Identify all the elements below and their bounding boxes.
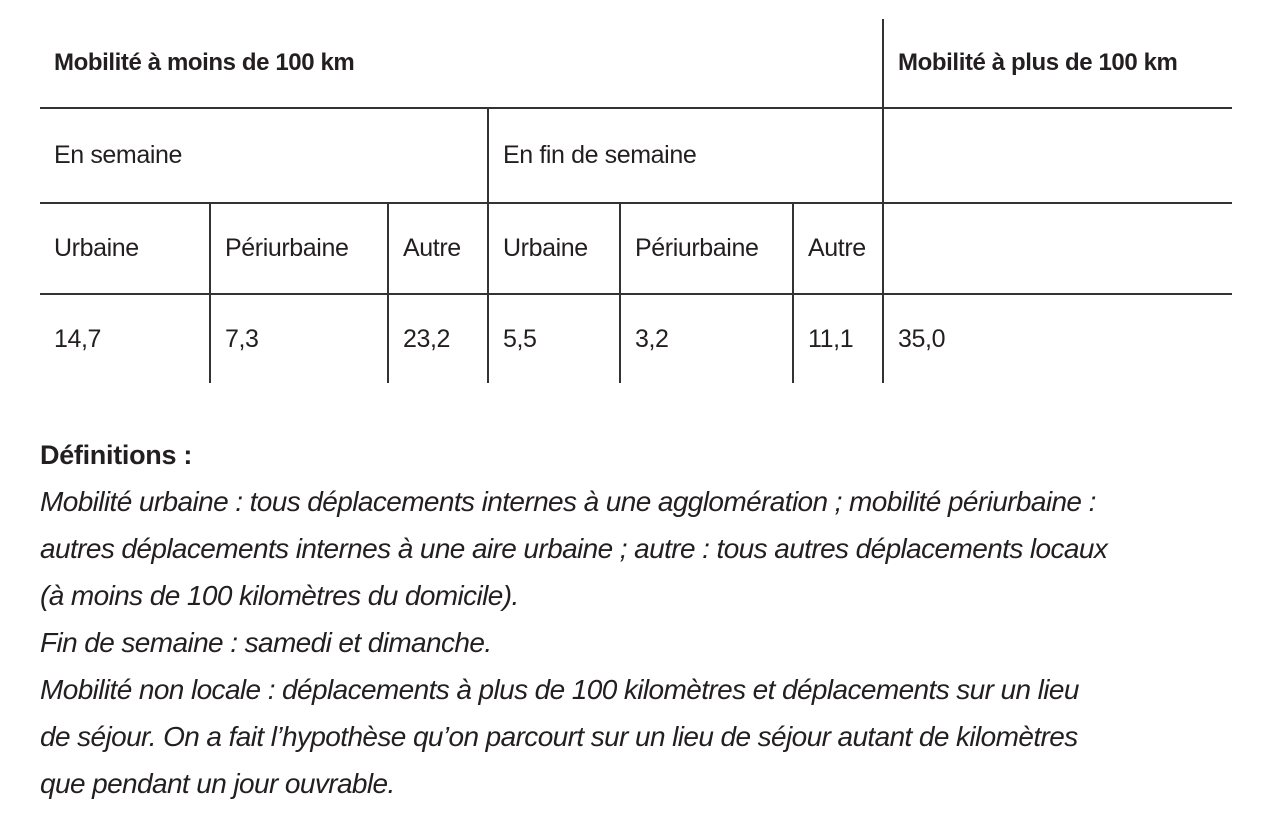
definition-line-2: autres déplacements internes à une aire urbaine ; autre : tous autres déplacements locaux — [40, 533, 1108, 564]
table-row — [40, 108, 1232, 203]
mobility-table — [40, 19, 1232, 383]
mobility-data-table — [40, 19, 1232, 383]
col-header-week-autre: Autre — [388, 203, 488, 294]
value-weekend-periurbaine: 3,2 — [620, 294, 793, 383]
value-weekend-autre: 11,1 — [793, 294, 883, 383]
table-row — [40, 19, 1232, 108]
definition-line-4: Fin de semaine : samedi et dimanche. — [40, 627, 492, 658]
definitions-section — [40, 432, 1255, 807]
definition-line-1: Mobilité urbaine : tous déplacements internes à une agglomération ; mobilité périurbaine : — [40, 486, 1096, 517]
value-week-autre: 23,2 — [388, 294, 488, 383]
col-header-week-urbaine: Urbaine — [40, 203, 210, 294]
col-header-weekend-autre: Autre — [793, 203, 883, 294]
header-mobility-under-100km: Mobilité à moins de 100 km — [40, 19, 883, 108]
table-row — [40, 294, 1232, 383]
definitions-title: Définitions : — [40, 440, 193, 470]
value-over-100km: 35,0 — [898, 324, 946, 353]
col-header-weekend-periurbaine: Périurbaine — [620, 203, 793, 294]
value-weekend-urbaine: 5,5 — [488, 294, 620, 383]
definition-line-7: que pendant un jour ouvrable. — [40, 768, 395, 799]
col-header-weekend-urbaine: Urbaine — [488, 203, 620, 294]
definition-line-3: (à moins de 100 kilomètres du domicile). — [40, 580, 519, 611]
value-week-urbaine: 14,7 — [40, 294, 210, 383]
definition-line-6: de séjour. On a fait l’hypothèse qu’on parcourt sur un lieu de séjour autant de kilomètres — [40, 721, 1078, 752]
header-mobility-over-100km: Mobilité à plus de 100 km — [883, 19, 1232, 108]
col-header-empty-cell — [883, 203, 1232, 294]
definition-line-5: Mobilité non locale : déplacements à plus de 100 kilomètres et déplacements sur un lieu — [40, 674, 1079, 705]
subheader-weekdays: En semaine — [40, 108, 488, 203]
table-row — [40, 203, 1232, 294]
subheader-empty-cell — [883, 108, 1232, 203]
col-header-week-periurbaine: Périurbaine — [210, 203, 388, 294]
subheader-weekend: En fin de semaine — [488, 108, 883, 203]
value-week-periurbaine: 7,3 — [210, 294, 388, 383]
